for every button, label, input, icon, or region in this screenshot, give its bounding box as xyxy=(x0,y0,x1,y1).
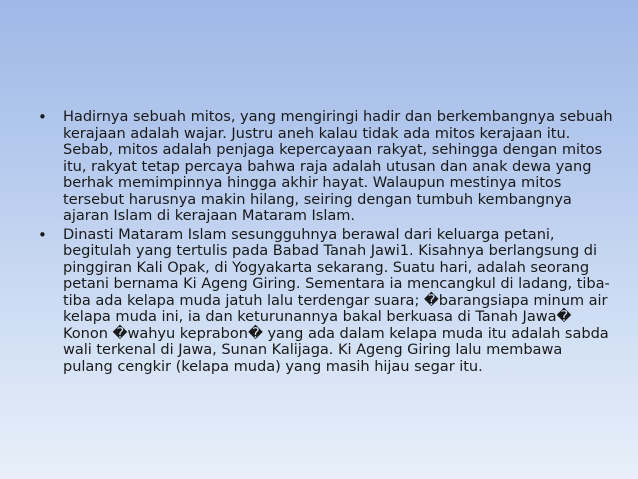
paragraph-line: wali terkenal di Jawa, Sunan Kalijaga. Ki Ageng Giring lalu membawa xyxy=(63,341,563,358)
paragraph-line: pulang cengkir (kelapa muda) yang masih hijau segar itu. xyxy=(63,357,483,375)
paragraph-line: kerajaan adalah wajar. Justru aneh kalau tidak ada mitos kerajaan itu. xyxy=(63,124,571,142)
paragraph-line: tersebut harusnya makin hilang, seiring dengan tumbuh kembangnya xyxy=(63,190,572,208)
paragraph-line: begitulah yang tertulis pada Babad Tanah Jawi1. Kisahnya berlangsung di xyxy=(63,242,598,259)
bullet-item-mitos xyxy=(38,108,613,225)
paragraph-line: tiba ada kelapa muda jatuh lalu terdengar suara; �barangsiapa minum air xyxy=(63,291,608,309)
bullet-item-dinasti xyxy=(38,227,608,376)
paragraph-line: Sebab, mitos adalah penjaga kepercayaan rakyat, sehingga dengan mitos xyxy=(63,141,603,158)
paragraph-line: pinggiran Kali Opak, di Yogyakarta sekarang. Suatu hari, adalah seorang xyxy=(63,258,590,276)
paragraph-line: Dinasti Mataram Islam sesungguhnya berawal dari keluarga petani, xyxy=(63,225,555,243)
paragraph-line: Hadirnya sebuah mitos, yang mengiringi hadir dan berkembangnya sebuah xyxy=(63,108,613,125)
bullet-list xyxy=(38,108,613,377)
paragraph-line: ajaran Islam di kerajaan Mataram Islam. xyxy=(63,207,355,224)
bullet-marker: • xyxy=(38,108,47,126)
paragraph-line: kelapa muda ini, ia dan keturunannya bakal berkuasa di Tanah Jawa� xyxy=(63,308,572,325)
paragraph-line: Konon �wahyu keprabon� yang ada dalam kelapa muda itu adalah sabda xyxy=(63,324,609,342)
bullet-marker: • xyxy=(38,225,47,244)
paragraph-line: berhak memimpinnya hingga akhir hayat. Walaupun mestinya mitos xyxy=(63,174,562,191)
paragraph-line: petani bernama Ki Ageng Giring. Sementara ia mencangkul di ladang, tiba- xyxy=(63,275,610,292)
paragraph-line: itu, rakyat tetap percaya bahwa raja adalah utusan dan anak dewa yang xyxy=(63,157,592,175)
